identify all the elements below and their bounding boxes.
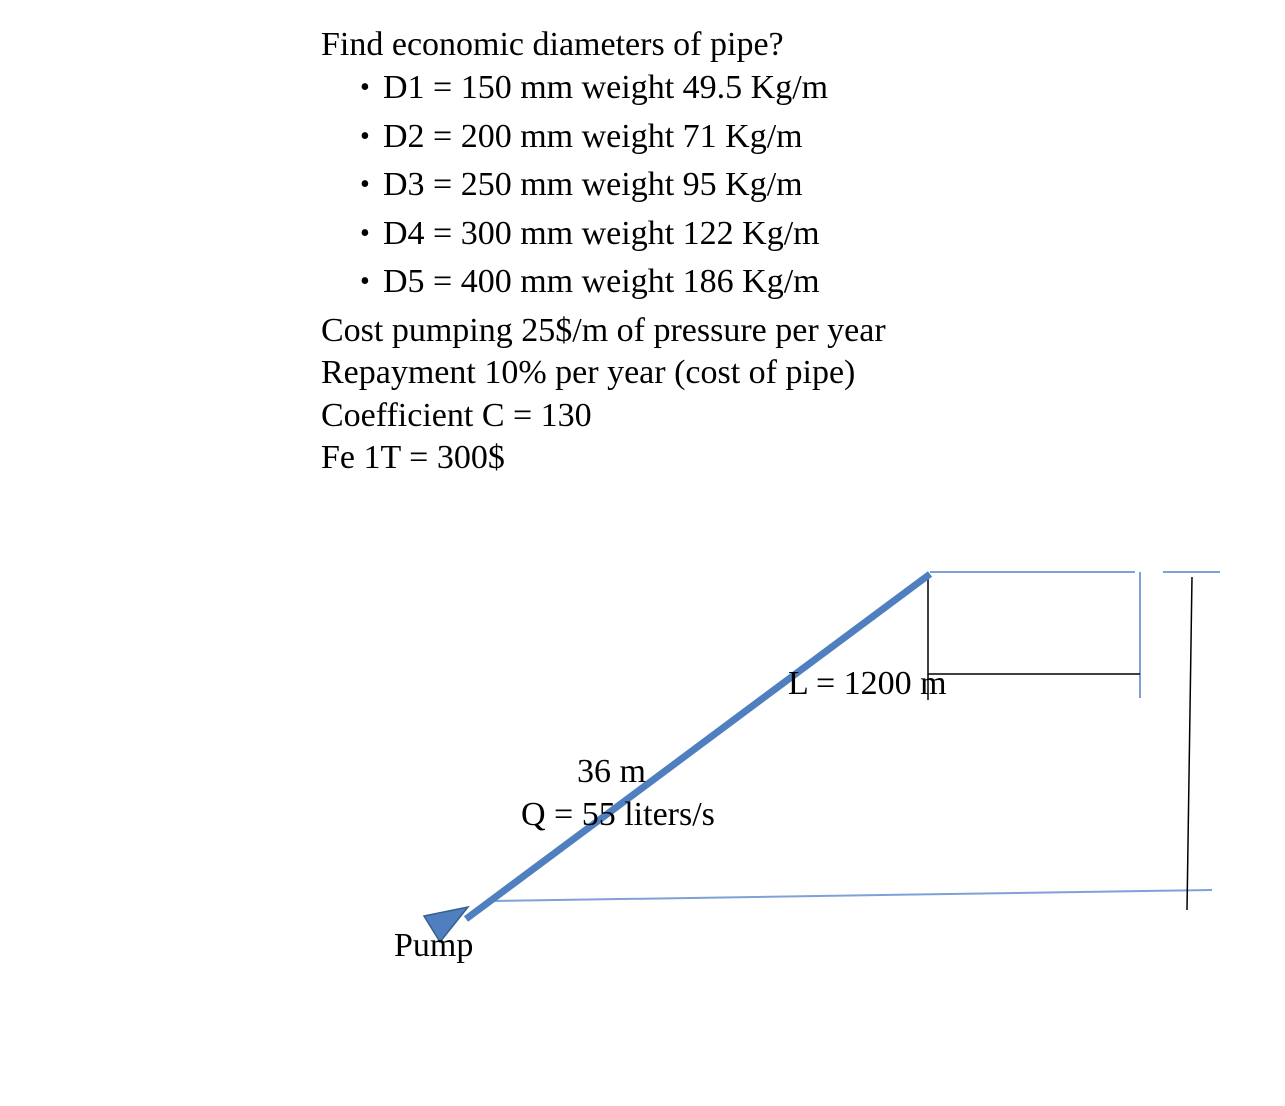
bullet-icon: • <box>360 169 370 201</box>
bullet-icon: • <box>360 120 370 152</box>
pump-label: Pump <box>394 927 474 964</box>
param-repayment: Repayment 10% per year (cost of pipe) <box>321 354 856 392</box>
bullet-icon: • <box>360 72 370 103</box>
diameter-text: D2 = 200 mm weight 71 Kg/m <box>383 117 803 155</box>
diameter-text: D4 = 300 mm weight 122 Kg/m <box>383 214 820 252</box>
flow-label: Q = 55 liters/s <box>521 796 715 833</box>
question-text: Find economic diameters of pipe? <box>321 26 784 63</box>
param-coefficient: Coefficient C = 130 <box>321 396 592 434</box>
ground-line <box>492 890 1212 901</box>
bullet-icon: • <box>360 266 370 298</box>
bullet-icon: • <box>360 217 370 249</box>
diameter-text: D1 = 150 mm weight 49.5 Kg/m <box>383 69 829 106</box>
diameter-text: D3 = 250 mm weight 95 Kg/m <box>383 166 803 204</box>
param-cost-pumping: Cost pumping 25$/m of pressure per year <box>321 311 886 349</box>
height-dimension-line <box>1187 577 1192 910</box>
pipe-line <box>466 574 930 919</box>
diameter-text: D5 = 400 mm weight 186 Kg/m <box>383 263 820 301</box>
length-label: L = 1200 m <box>788 665 947 702</box>
param-iron-price: Fe 1T = 300$ <box>321 439 505 477</box>
height-label: 36 m <box>577 753 646 790</box>
